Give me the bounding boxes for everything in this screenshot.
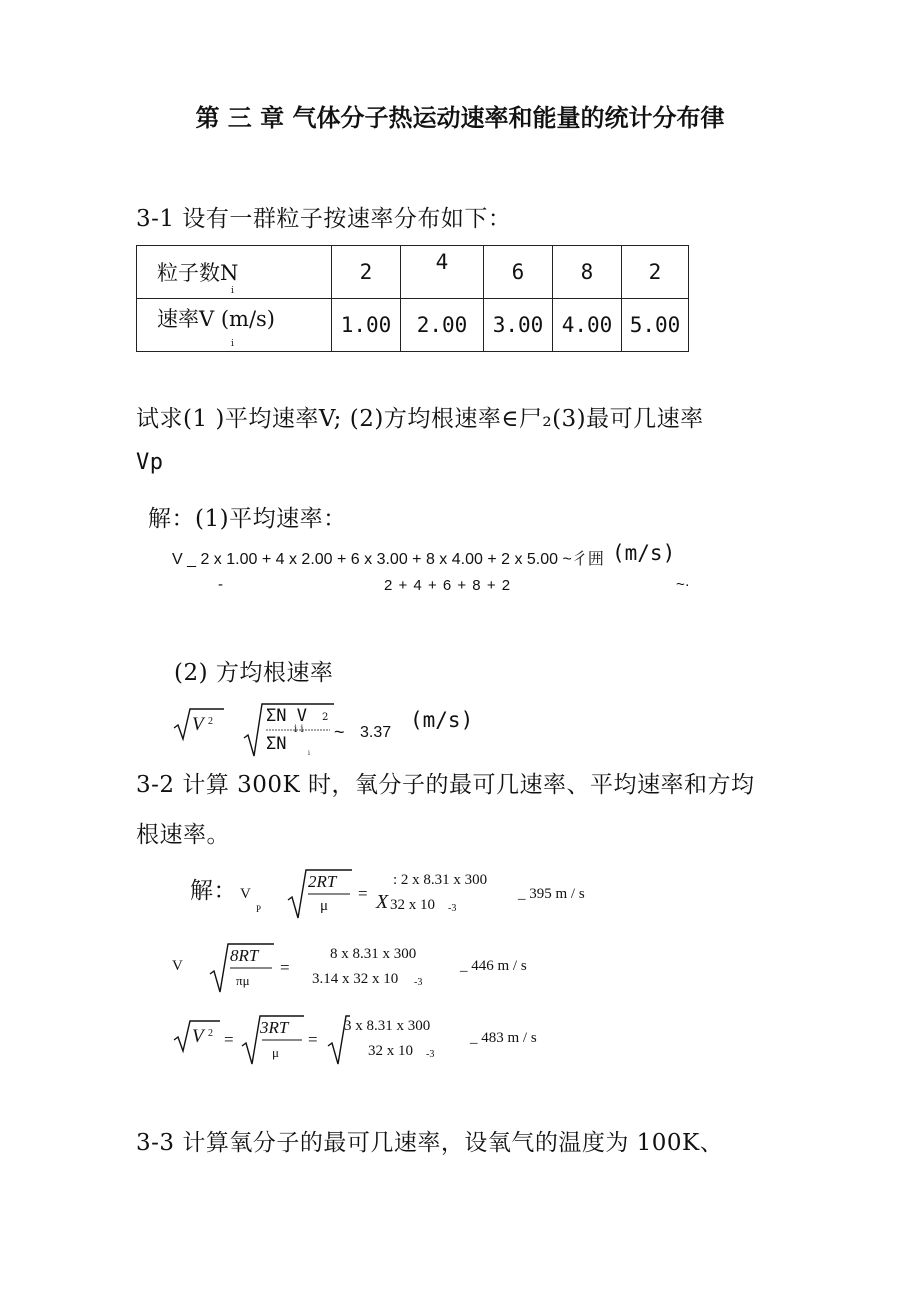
problem-3-2-line-1: 3-2 计算 300K 时，氧分子的最可几速率、平均速率和方均 [136,772,755,798]
calc-numerator: : 2 x 8.31 x 300 [393,872,488,888]
table-header-cell [137,246,332,299]
calc-numerator: 8 x 8.31 x 300 [330,946,417,962]
table-cell: 4.00 [553,299,622,352]
rms-sqrt-symbol [172,1018,232,1054]
variable-v: V [192,1026,204,1047]
table-cell: 3.00 [484,299,553,352]
denominator: πμ [236,973,250,988]
problem-3-3-line-1: 3-3 计算氧分子的最可几速率，设氧气的温度为 100K、 [136,1130,724,1156]
calc-denominator: 3.14 x 32 x 10 [312,971,399,987]
numerator: 3RT [260,1018,289,1037]
rms-label: (2) 方均根速率 [174,660,334,686]
table-cell: 2 [622,246,689,299]
exponent: 2 [208,716,213,727]
exponent: -3 [448,903,457,914]
sum-numerator: ΣN V [266,706,307,726]
table-row [137,299,689,352]
approx-sign: ~ [334,722,345,742]
subscript: i [308,750,310,757]
unit: (m/s) [410,708,474,732]
table-cell: 8 [553,246,622,299]
exponent: -3 [426,1049,435,1060]
calc-denominator: 32 x 10 [390,897,435,913]
calc-numerator: 3 x 8.31 x 300 [344,1018,431,1034]
table-row [137,246,689,299]
table-header-cell [137,299,332,352]
rms-result: _ 483 m / s [470,1030,537,1046]
distribution-table [136,245,689,352]
numerator: 8RT [230,946,259,965]
rms-fraction [238,700,338,760]
rms-value: 3.37 [360,724,392,741]
vp-symbol: V [240,886,251,902]
subscript: i i [294,724,304,735]
page-title: 第 三 章 气体分子热运动速率和能量的统计分布律 [195,103,725,132]
sum-denominator: ΣN [266,734,287,754]
subscript: i [231,339,234,349]
subscript: P [256,904,262,914]
v-result: _ 446 m / s [460,958,527,974]
exponent: 2 [208,1028,213,1039]
equals: = [224,1030,234,1049]
calc-x-mark: X [376,891,389,913]
solution-label: 解： [190,878,237,904]
unit: (m/s) [612,541,676,565]
table-cell: 2.00 [401,299,484,352]
v-symbol: V [172,958,183,974]
particle-count-label: 粒子数N [157,261,239,285]
denominator: μ [272,1045,279,1060]
question-line-1: 试求(1 )平均速率V; (2)方均根速率∈尸₂(3)最可几速率 [136,406,704,432]
calc-denominator: 32 x 10 [368,1043,413,1059]
problem-3-1-heading: 3-1 设有一群粒子按速率分布如下： [136,206,512,232]
exponent: -3 [414,977,423,988]
exponent: 2 [322,712,329,723]
table-cell: 1.00 [332,299,401,352]
subscript: i [231,286,234,296]
equals: = [358,884,368,903]
rms-formula [240,1012,310,1068]
variable-v: V [192,714,204,735]
vp-formula [286,866,356,922]
numerator: 2RT [308,872,337,891]
rms-sqrt-symbol [172,706,232,742]
speed-label: 速率V (m/s) [157,307,275,331]
denominator: μ [320,898,329,914]
equals: = [308,1030,318,1049]
vp-result: _ 395 m / s [518,886,585,902]
table-cell: 4 [401,246,484,299]
equals: = [280,958,290,977]
equation-tail: ~· [676,576,690,593]
solution-label: 解：(1)平均速率： [148,506,347,532]
question-line-2: Vp [136,450,164,475]
problem-3-2-line-2: 根速率。 [136,822,230,848]
mean-speed-denominator: 2 + 4 + 6 + 8 + 2 [384,577,511,594]
table-cell: 5.00 [622,299,689,352]
table-cell: 6 [484,246,553,299]
fraction-bar-mark: - [218,576,223,593]
table-cell: 2 [332,246,401,299]
mean-speed-equation: V _ 2 x 1.00 + 4 x 2.00 + 6 x 3.00 + 8 x 4.00 + 2 x 5.00 ~彳囲 [172,551,604,568]
v-formula [208,940,278,996]
